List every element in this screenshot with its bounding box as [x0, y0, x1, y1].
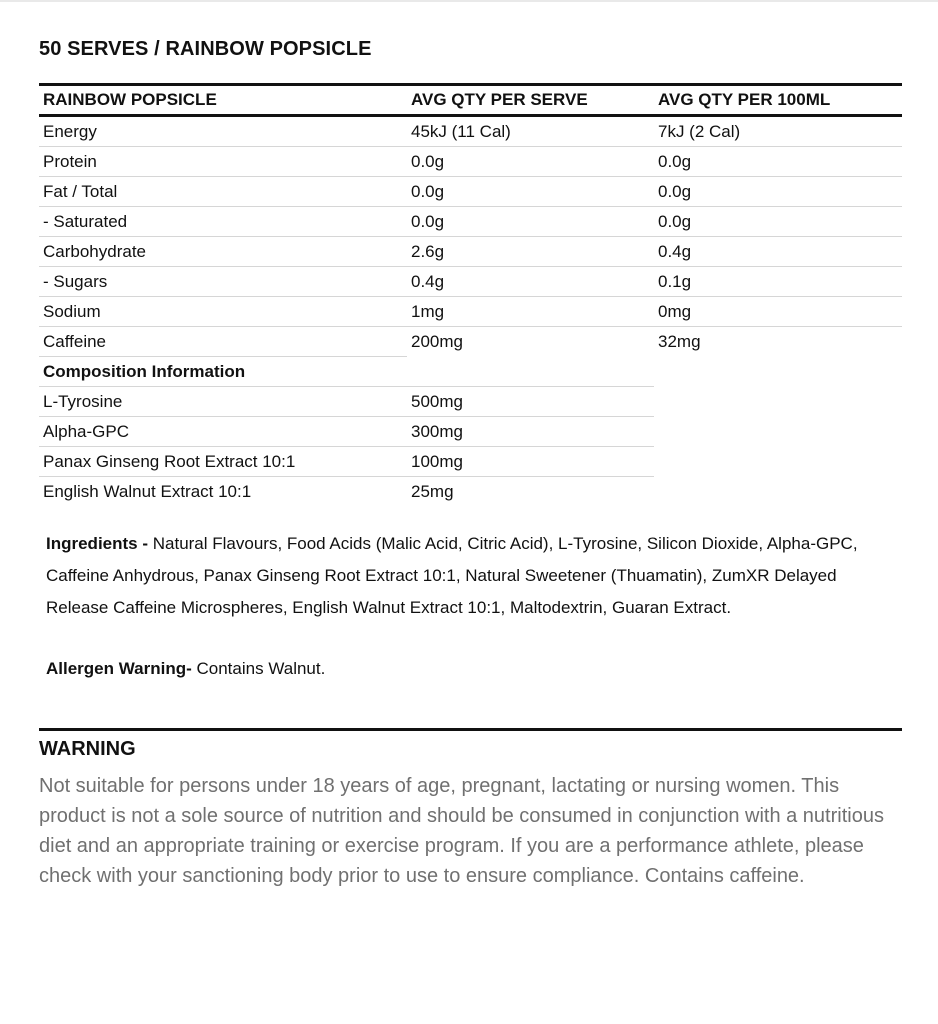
- table-row: [39, 237, 902, 267]
- nutrient-per-100ml: 7kJ (2 Cal): [654, 116, 902, 147]
- compound-name: L-Tyrosine: [39, 387, 407, 417]
- nutrient-name: Carbohydrate: [39, 237, 407, 267]
- nutrient-per-serve: 1mg: [407, 297, 654, 327]
- nutrition-table: [39, 83, 902, 506]
- nutrient-per-100ml: 0mg: [654, 297, 902, 327]
- compound-amount: 100mg: [407, 447, 654, 477]
- nutrient-per-100ml: 0.4g: [654, 237, 902, 267]
- nutrient-per-100ml: 0.0g: [654, 207, 902, 237]
- table-row: [39, 477, 902, 507]
- nutrient-per-serve: 0.0g: [407, 177, 654, 207]
- ingredients-label: Ingredients -: [46, 534, 153, 553]
- table-row: [39, 387, 902, 417]
- empty-cell: [654, 447, 902, 477]
- page-title: 50 SERVES / RAINBOW POPSICLE: [39, 38, 372, 60]
- nutrient-name: Fat / Total: [39, 177, 407, 207]
- allergen-label: Allergen Warning-: [46, 659, 197, 678]
- table-row: [39, 207, 902, 237]
- compound-amount: 500mg: [407, 387, 654, 417]
- nutrient-name: Energy: [39, 116, 407, 147]
- nutrient-per-100ml: 0.0g: [654, 177, 902, 207]
- nutrient-name: Protein: [39, 147, 407, 177]
- nutrient-per-100ml: 0.0g: [654, 147, 902, 177]
- table-row: [39, 327, 902, 357]
- compound-name: Panax Ginseng Root Extract 10:1: [39, 447, 407, 477]
- empty-cell: [654, 477, 902, 507]
- compound-amount: 300mg: [407, 417, 654, 447]
- nutrient-per-serve: 200mg: [411, 331, 463, 351]
- table-row: [39, 447, 902, 477]
- nutrient-per-100ml: 32mg: [658, 331, 701, 351]
- compound-name: Alpha-GPC: [39, 417, 407, 447]
- composition-heading: Composition Information: [39, 357, 407, 387]
- nutrient-name: Caffeine: [39, 327, 407, 357]
- column-header-per-serve: AVG QTY PER SERVE: [411, 90, 588, 109]
- empty-cell: [407, 357, 654, 387]
- table-row: [39, 417, 902, 447]
- nutrient-per-100ml: 0.1g: [654, 267, 902, 297]
- nutrient-name: - Sugars: [39, 267, 407, 297]
- table-row: [39, 116, 902, 147]
- nutrient-per-serve: 2.6g: [407, 237, 654, 267]
- table-row: [39, 267, 902, 297]
- compound-amount: 25mg: [411, 481, 454, 501]
- empty-cell: [654, 417, 902, 447]
- top-divider: [0, 0, 938, 2]
- table-row: [39, 147, 902, 177]
- nutrient-per-serve: 45kJ (11 Cal): [407, 116, 654, 147]
- empty-cell: [654, 357, 902, 387]
- nutrient-per-serve: 0.0g: [407, 147, 654, 177]
- warning-divider: [39, 728, 902, 731]
- warning-title: WARNING: [39, 738, 136, 760]
- table-row: [39, 177, 902, 207]
- ingredients-text: Natural Flavours, Food Acids (Malic Acid, Citric Acid), L-Tyrosine, Silicon Dioxide, Alpha-GPC, Caffeine Anhydrous, Panax Ginseng Root Extract 10:1, Natural Sweetener (Thuamatin), ZumXR Delayed Release Caffeine Microspheres, English Walnut Extract 10:1, Maltodextrin, Guaran Extract.: [46, 534, 858, 617]
- nutrient-name: - Saturated: [39, 207, 407, 237]
- warning-text: Not suitable for persons under 18 years of age, pregnant, lactating or nursing women. This product is not a sole source of nutrition and should be consumed in conjunction with a nutritious diet and an appropriate training or exercise program. If you are a performance athlete, please check with your sanctioning body prior to use to ensure compliance. Contains caffeine.: [39, 775, 884, 887]
- table-row: [39, 297, 902, 327]
- table-header-row: [39, 85, 902, 116]
- allergen-block: [46, 655, 896, 683]
- allergen-text: Contains Walnut.: [196, 659, 326, 678]
- nutrient-per-serve: 0.4g: [407, 267, 654, 297]
- empty-cell: [654, 387, 902, 417]
- nutrient-name: Sodium: [39, 297, 407, 327]
- ingredients-block: [46, 528, 896, 624]
- column-header-per-100ml: AVG QTY PER 100ML: [658, 90, 831, 109]
- composition-heading-row: [39, 357, 902, 387]
- compound-name: English Walnut Extract 10:1: [43, 481, 252, 501]
- column-header-product: RAINBOW POPSICLE: [43, 90, 217, 109]
- nutrient-per-serve: 0.0g: [407, 207, 654, 237]
